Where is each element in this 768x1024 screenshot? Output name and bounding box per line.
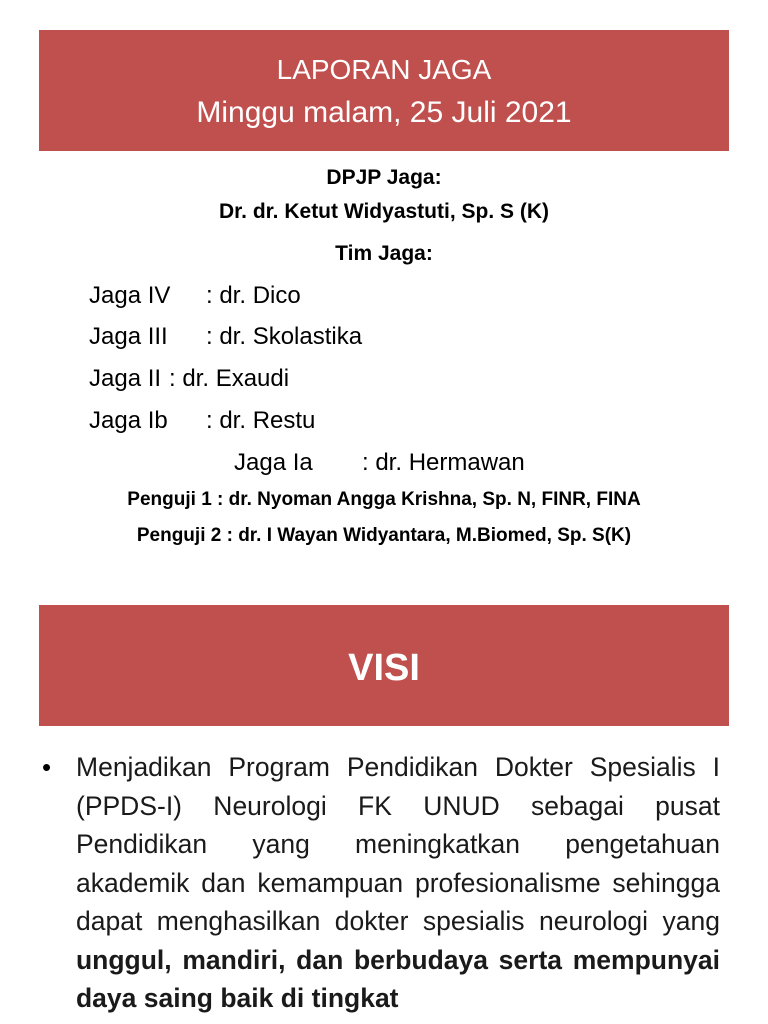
jaga-row-iii: [89, 322, 362, 352]
jaga-row-label: Jaga Ia: [234, 449, 313, 476]
header-banner: [39, 30, 729, 151]
jaga-row-ii: [89, 364, 289, 394]
penguji-1: Penguji 1 : dr. Nyoman Angga Krishna, Sp. N, FINR, FINA: [127, 489, 641, 510]
jaga-row-value: : dr. Skolastika: [206, 323, 363, 350]
dpjp-label: DPJP Jaga:: [326, 166, 442, 189]
jaga-row-iv: [89, 281, 301, 311]
dpjp-name: Dr. dr. Ketut Widyastuti, Sp. S (K): [218, 200, 549, 223]
report-date: Minggu malam, 25 Juli 2021: [196, 96, 572, 129]
jaga-row-label: Jaga III: [89, 323, 168, 350]
jaga-row-label: Jaga II: [89, 365, 162, 392]
report-title: LAPORAN JAGA: [276, 54, 492, 85]
visi-text-normal: Menjadikan Program Pendidikan Dokter Spesialis I (PPDS-I) Neurologi FK UNUD sebagai pusat Pendidikan yang meningkatkan pengetahuan akademik dan kemampuan profesionalisme sehingga dapat menghasilkan dokter spesialis neurologi yang: [76, 752, 720, 936]
jaga-row-value: : dr. Hermawan: [362, 449, 525, 476]
jaga-row-label: Jaga IV: [89, 282, 171, 309]
visi-title: VISI: [348, 647, 420, 689]
jaga-row-ib: [89, 406, 315, 436]
jaga-row-ia: [234, 448, 525, 478]
visi-banner: [39, 605, 729, 726]
jaga-row-value: : dr. Exaudi: [169, 365, 290, 392]
visi-text: [76, 748, 720, 1018]
tim-jaga-label: Tim Jaga:: [335, 242, 433, 265]
jaga-row-value: : dr. Restu: [206, 407, 316, 434]
penguji-2: Penguji 2 : dr. I Wayan Widyantara, M.Biomed, Sp. S(K): [136, 525, 632, 546]
bullet-icon: •: [42, 752, 52, 782]
jaga-row-value: : dr. Dico: [206, 282, 301, 309]
jaga-row-label: Jaga Ib: [89, 407, 168, 434]
visi-text-bold: unggul, mandiri, dan berbudaya serta mempunyai daya saing baik di tingkat: [76, 944, 720, 1013]
